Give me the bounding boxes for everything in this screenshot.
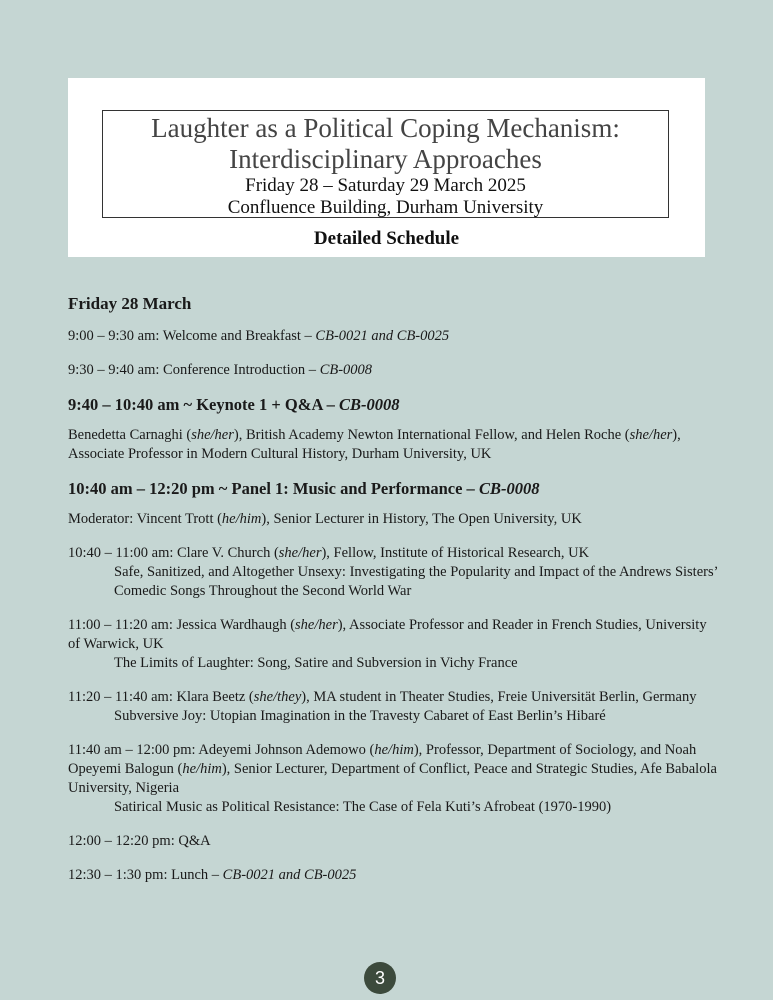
pronoun: he/him bbox=[182, 761, 222, 777]
talk-speaker: 11:40 am – 12:00 pm: Adeyemi Johnson Ademowo ( bbox=[68, 742, 375, 758]
room-label: CB-0008 bbox=[319, 362, 373, 378]
talk-affiliation: ), Professor, Department of Sociology, and Noah Opeyemi Balogun ( bbox=[68, 742, 697, 777]
pronoun: she/her bbox=[629, 427, 673, 443]
talk-3 bbox=[68, 688, 718, 726]
pronoun: he/him bbox=[374, 742, 414, 758]
talk-speaker: 10:40 – 11:00 am: Clare V. Church ( bbox=[68, 545, 279, 561]
room-label: CB-0008 bbox=[478, 479, 540, 498]
panel1-moderator bbox=[68, 510, 718, 529]
item-text: 12:30 – 1:30 pm: Lunch – bbox=[68, 867, 223, 883]
speaker-text: ), Associate Professor in Modern Cultural History, Durham University, UK bbox=[68, 427, 681, 462]
room-label: CB-0021 and CB-0025 bbox=[222, 867, 357, 883]
pronoun: she/her bbox=[191, 427, 234, 443]
item-text: 9:30 – 9:40 am: Conference Introduction – bbox=[68, 362, 320, 378]
panel1-heading bbox=[68, 479, 718, 498]
conference-dates: Friday 28 – Saturday 29 March 2025 bbox=[245, 175, 526, 196]
talk-title: Safe, Sanitized, and Altogether Unsexy: Investigating the Popularity and Impact of the Andrews Sisters’ Comedic Songs Throughout the Second World War bbox=[114, 564, 718, 599]
item-text: 9:00 – 9:30 am: Welcome and Breakfast – bbox=[68, 328, 316, 344]
session-title: 9:40 – 10:40 am ~ Keynote 1 + Q&A – bbox=[68, 395, 339, 414]
talk-title: Subversive Joy: Utopian Imagination in the Travesty Cabaret of East Berlin’s Hibaré bbox=[114, 708, 606, 724]
speaker-text: ), British Academy Newton International Fellow, and Helen Roche ( bbox=[233, 427, 630, 443]
keynote-heading bbox=[68, 395, 718, 414]
schedule-item-intro bbox=[68, 361, 718, 380]
title-box bbox=[102, 110, 669, 218]
schedule-content bbox=[68, 294, 718, 900]
talk-title: The Limits of Laughter: Song, Satire and Subversion in Vichy France bbox=[114, 655, 518, 671]
talk-affiliation: ), Senior Lecturer, Department of Conflict, Peace and Strategic Studies, Afe Babalola University, Nigeria bbox=[68, 761, 717, 796]
pronoun: she/her bbox=[295, 617, 338, 633]
schedule-item-lunch bbox=[68, 866, 718, 885]
moderator-text: ), Senior Lecturer in History, The Open University, UK bbox=[261, 511, 582, 527]
talk-4 bbox=[68, 741, 718, 817]
schedule-item-qa: 12:00 – 12:20 pm: Q&A bbox=[68, 833, 211, 849]
page-number-badge: 3 bbox=[364, 962, 396, 994]
conference-title-line2: Interdisciplinary Approaches bbox=[229, 144, 542, 174]
conference-venue: Confluence Building, Durham University bbox=[227, 197, 544, 218]
talk-speaker: 11:20 – 11:40 am: Klara Beetz ( bbox=[68, 689, 254, 705]
talk-2 bbox=[68, 616, 718, 673]
talk-1 bbox=[68, 544, 718, 601]
speaker-text: Benedetta Carnaghi ( bbox=[68, 427, 192, 443]
talk-title: Satirical Music as Political Resistance: The Case of Fela Kuti’s Afrobeat (1970-1990) bbox=[114, 799, 612, 815]
talk-speaker: 11:00 – 11:20 am: Jessica Wardhaugh ( bbox=[68, 617, 296, 633]
detailed-schedule-heading: Detailed Schedule bbox=[313, 228, 460, 249]
room-label: CB-0021 and CB-0025 bbox=[315, 328, 450, 344]
talk-affiliation: ), Fellow, Institute of Historical Research, UK bbox=[321, 545, 590, 561]
talk-affiliation: ), MA student in Theater Studies, Freie Universität Berlin, Germany bbox=[301, 689, 697, 705]
header-panel bbox=[68, 78, 705, 257]
day-heading: Friday 28 March bbox=[68, 294, 192, 313]
schedule-item-welcome bbox=[68, 327, 718, 346]
conference-title-line1: Laughter as a Political Coping Mechanism: bbox=[151, 113, 620, 143]
pronoun: she/they bbox=[253, 689, 302, 705]
session-title: 10:40 am – 12:20 pm ~ Panel 1: Music and Performance – bbox=[68, 479, 479, 498]
talk-affiliation: ), Associate Professor and Reader in French Studies, University of Warwick, UK bbox=[68, 617, 707, 652]
pronoun: she/her bbox=[278, 545, 322, 561]
pronoun: he/him bbox=[221, 511, 262, 527]
room-label: CB-0008 bbox=[338, 395, 400, 414]
keynote-speakers bbox=[68, 426, 718, 464]
moderator-text: Moderator: Vincent Trott ( bbox=[68, 511, 222, 527]
